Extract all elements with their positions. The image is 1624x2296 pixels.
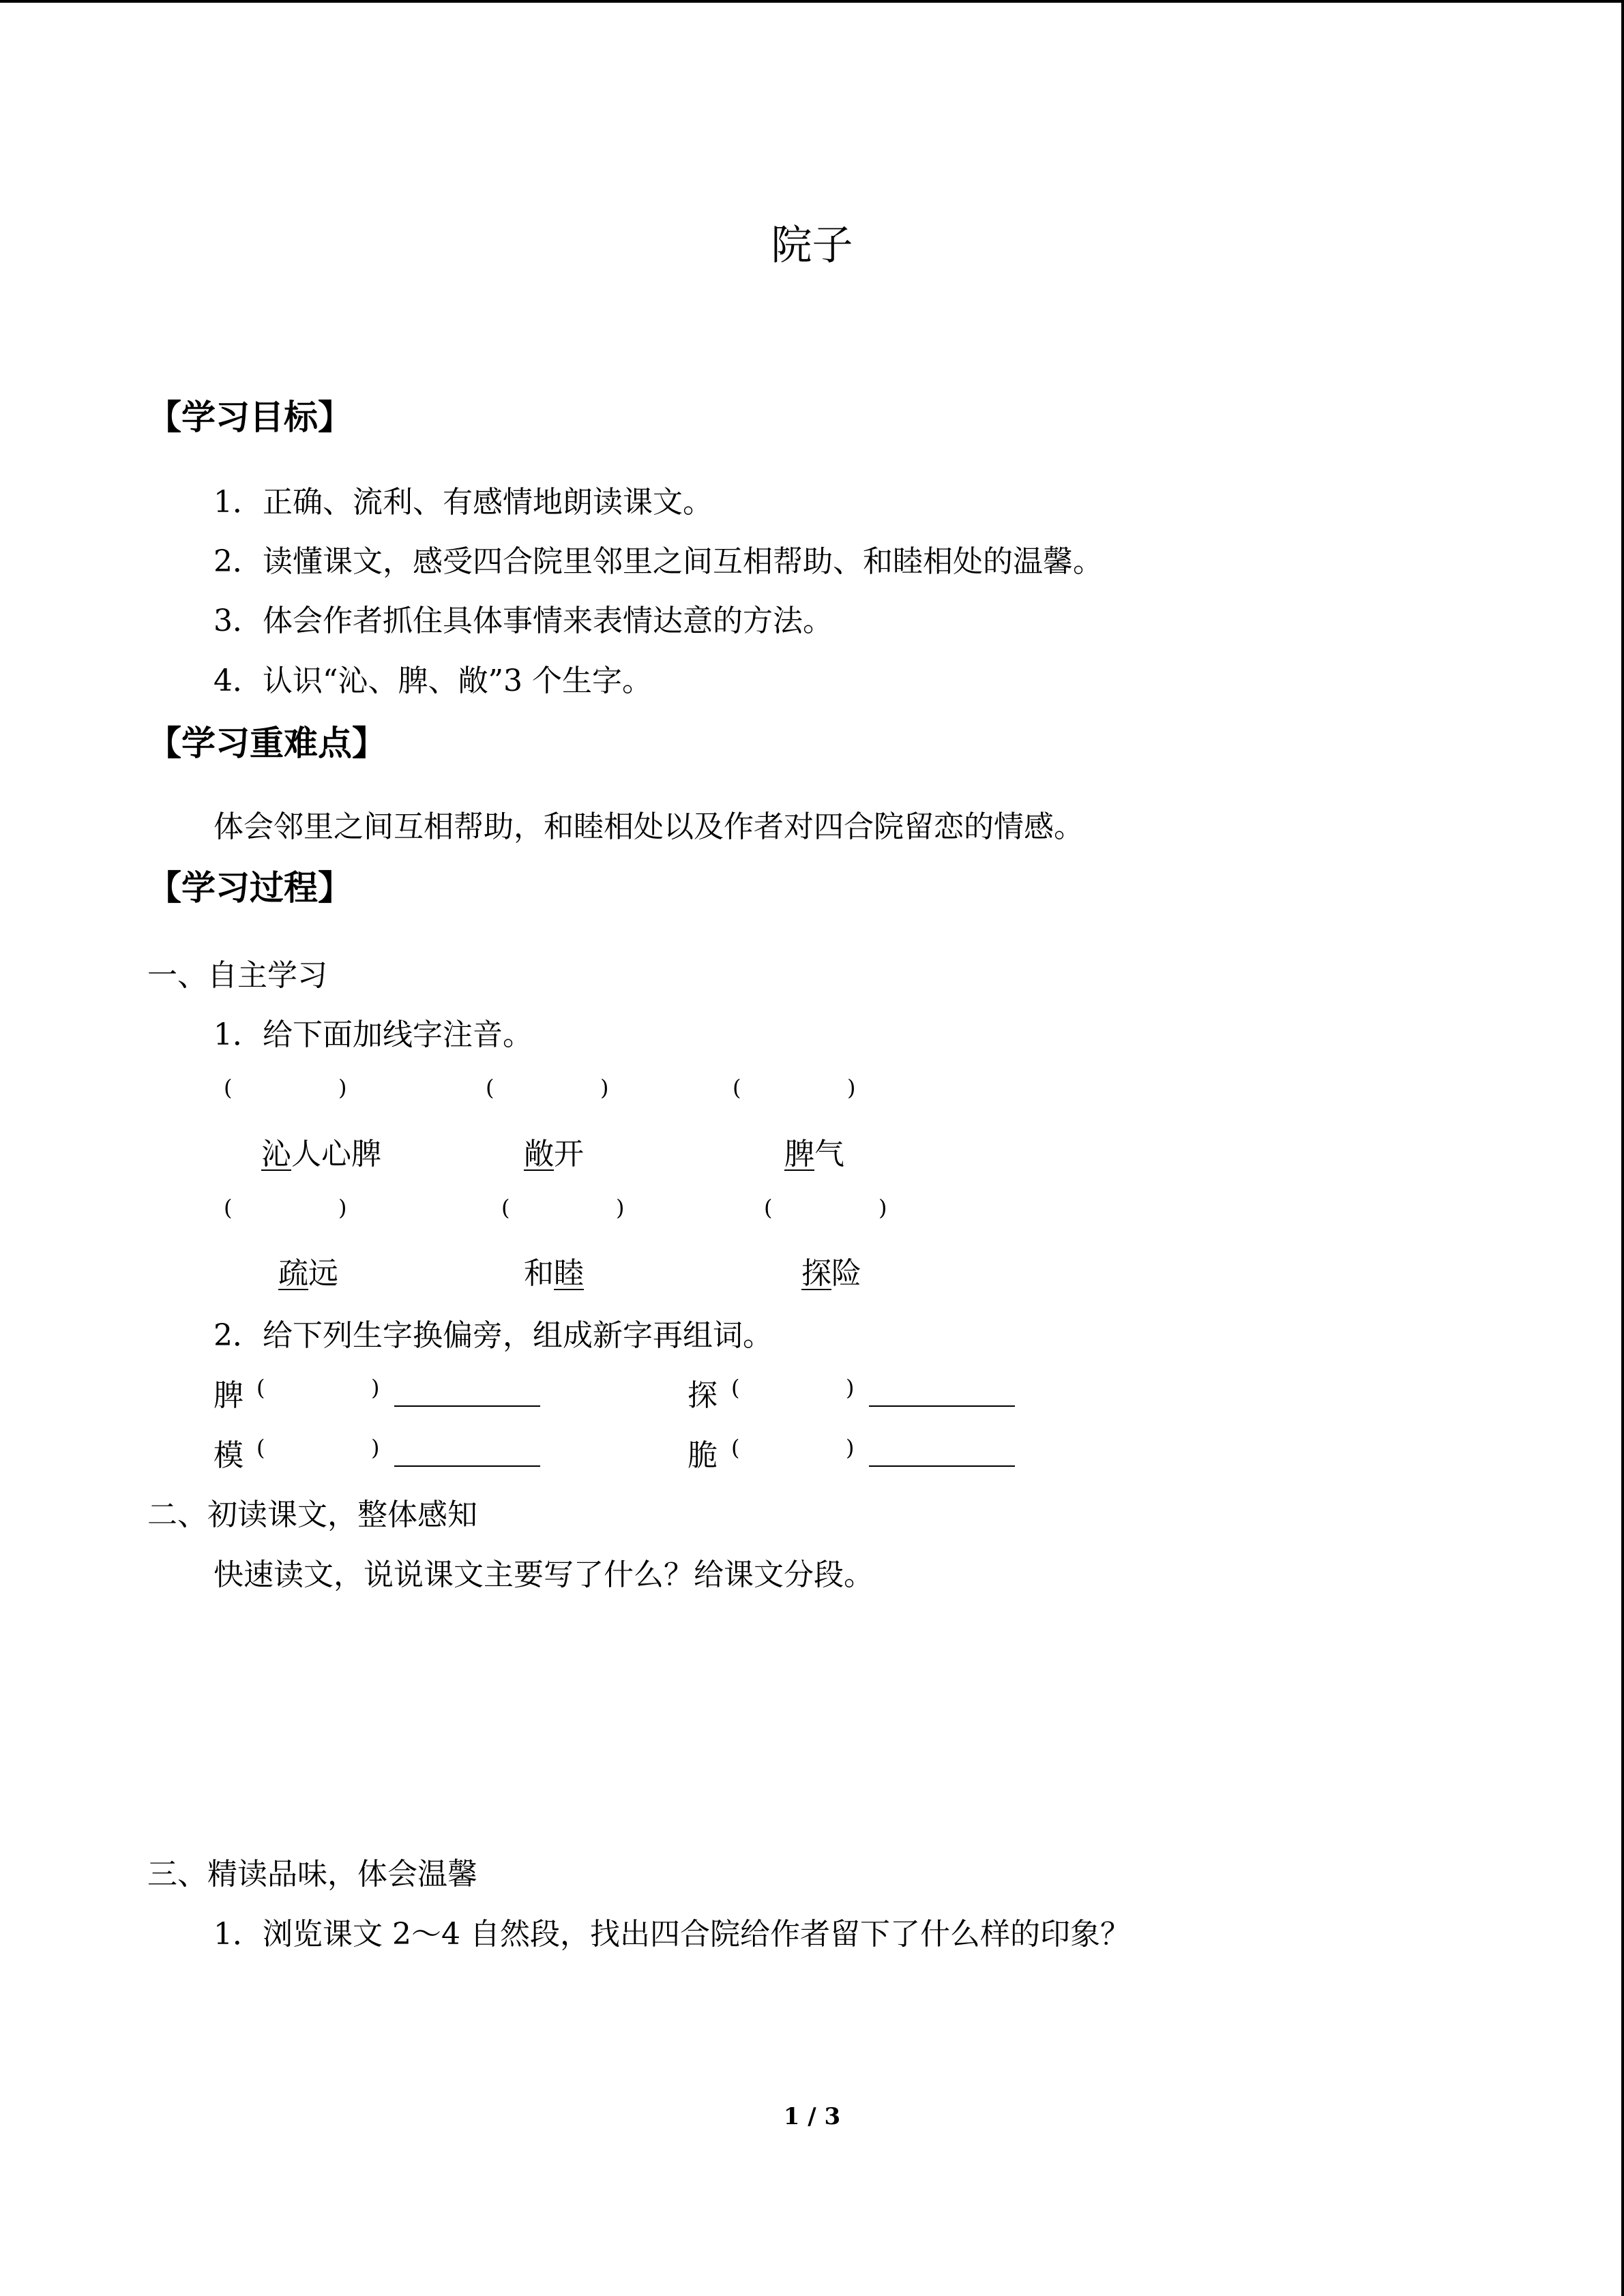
pinyin-paren-open: ( — [733, 1075, 741, 1101]
pinyin-paren-open: ( — [486, 1075, 494, 1101]
page-title: 院子 — [771, 222, 853, 269]
part1-q2: 2．给下列生字换偏旁，组成新字再组词。 — [213, 1318, 773, 1353]
goal-1: 1．正确、流利、有感情地朗读课文。 — [213, 485, 713, 520]
word-item: 疏远 — [278, 1256, 338, 1291]
word-item: 敞开 — [524, 1137, 584, 1172]
pinyin-paren-close: ) — [600, 1075, 609, 1101]
pinyin-paren-close: ) — [846, 1375, 855, 1401]
answer-line[interactable] — [869, 1405, 1015, 1407]
part2-heading: 二、初读课文，整体感知 — [147, 1497, 477, 1532]
part1-q1: 1．给下面加线字注音。 — [213, 1017, 533, 1052]
answer-line[interactable] — [869, 1465, 1015, 1467]
word-item: 脾气 — [784, 1137, 844, 1172]
pinyin-paren-close: ) — [338, 1195, 347, 1221]
answer-line[interactable] — [394, 1465, 540, 1467]
pinyin-paren-close: ) — [879, 1195, 887, 1221]
key-points-text: 体会邻里之间互相帮助，和睦相处以及作者对四合院留恋的情感。 — [213, 809, 1084, 844]
page-right-border — [1621, 0, 1624, 2296]
pinyin-paren-open: ( — [224, 1075, 233, 1101]
pinyin-paren-close: ) — [847, 1075, 856, 1101]
page-top-border — [0, 0, 1623, 3]
page-number: 1 / 3 — [783, 2103, 841, 2130]
word-item: 探险 — [801, 1256, 861, 1291]
section-process: 【学习过程】 — [147, 867, 352, 908]
goal-3: 3．体会作者抓住具体事情来表情达意的方法。 — [213, 603, 833, 638]
pinyin-paren-open: ( — [256, 1435, 265, 1461]
part1-heading: 一、自主学习 — [147, 958, 327, 993]
pinyin-paren-open: ( — [256, 1375, 265, 1401]
part3-q1: 1．浏览课文 2～4 自然段，找出四合院给作者留下了什么样的印象？ — [213, 1917, 1130, 1952]
pinyin-paren-close: ) — [371, 1435, 380, 1461]
pinyin-paren-open: ( — [731, 1375, 740, 1401]
char-item: 模 — [213, 1438, 243, 1473]
pinyin-paren-open: ( — [731, 1435, 740, 1461]
pinyin-paren-open: ( — [764, 1195, 773, 1221]
pinyin-paren-close: ) — [616, 1195, 625, 1221]
goal-4: 4．认识“沁、脾、敞”3 个生字。 — [213, 664, 652, 698]
answer-line[interactable] — [394, 1405, 540, 1407]
pinyin-paren-close: ) — [338, 1075, 347, 1101]
part3-heading: 三、精读品味，体会温馨 — [147, 1857, 477, 1892]
pinyin-paren-open: ( — [501, 1195, 510, 1221]
char-item: 脆 — [688, 1438, 718, 1473]
pinyin-paren-close: ) — [371, 1375, 380, 1401]
word-item: 和睦 — [524, 1256, 584, 1291]
section-goals: 【学习目标】 — [147, 397, 352, 437]
section-key-points: 【学习重难点】 — [147, 723, 386, 763]
char-item: 脾 — [213, 1378, 243, 1413]
part2-text: 快速读文，说说课文主要写了什么？给课文分段。 — [213, 1557, 874, 1592]
goal-2: 2．读懂课文，感受四合院里邻里之间互相帮助、和睦相处的温馨。 — [213, 544, 1103, 579]
char-item: 探 — [688, 1378, 718, 1413]
pinyin-paren-open: ( — [224, 1195, 233, 1221]
word-item: 沁人心脾 — [261, 1137, 381, 1172]
pinyin-paren-close: ) — [846, 1435, 855, 1461]
